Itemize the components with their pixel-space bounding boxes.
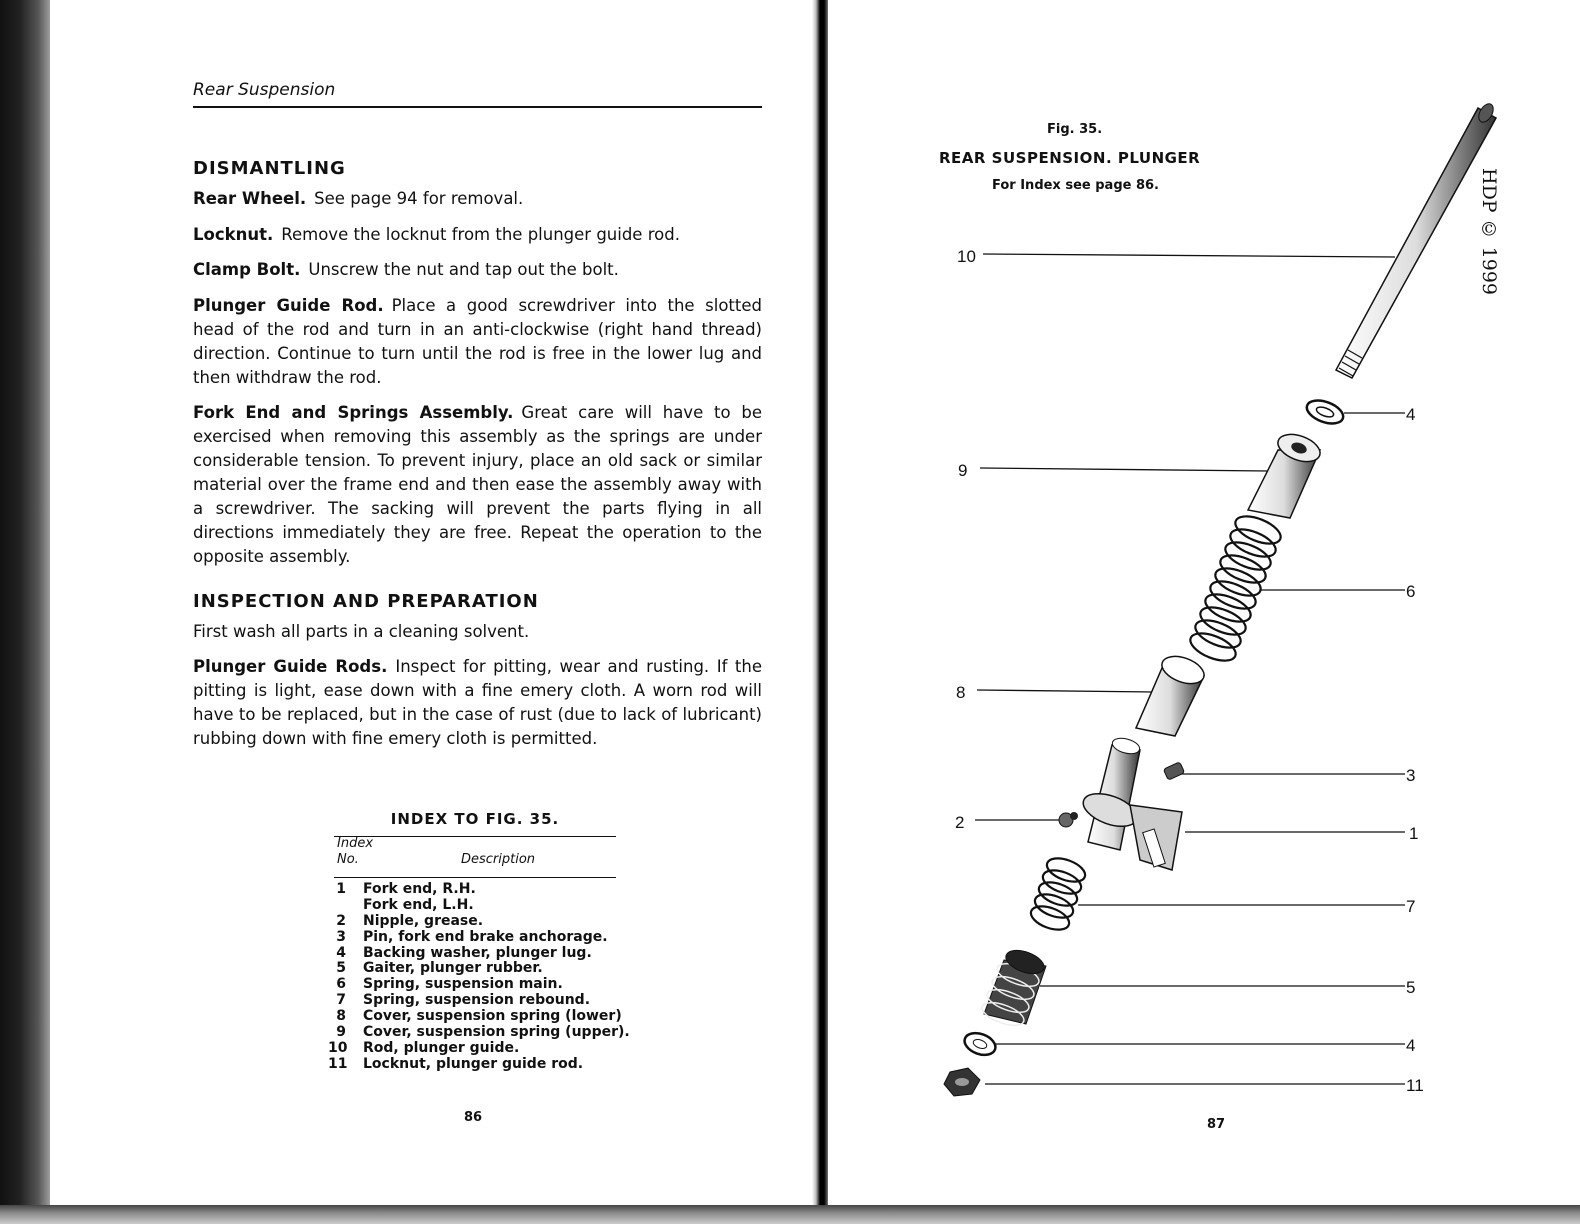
index-row: Fork end, L.H. [363, 896, 474, 913]
paragraph-title: Clamp Bolt. [193, 260, 301, 279]
page-number-left: 86 [464, 1110, 483, 1125]
part-locknut [944, 1068, 980, 1096]
paragraph-title: Rear Wheel. [193, 189, 307, 208]
index-row: 1 Fork end, R.H. [336, 881, 476, 897]
page-number-right: 87 [1207, 1117, 1226, 1132]
paragraph-text: See page 94 for removal. [314, 189, 524, 208]
index-row: 7 Spring, suspension rebound. [336, 992, 591, 1009]
callout-1: 1 [1409, 824, 1419, 843]
figure-number: Fig. 35. [1047, 122, 1103, 137]
part-fork-end [1079, 736, 1182, 870]
callout-7: 7 [1406, 897, 1416, 916]
callout-2: 2 [955, 813, 965, 832]
index-row: 4 Backing washer, plunger lug. [336, 944, 592, 961]
callout-9: 9 [958, 461, 968, 480]
part-rebound-spring [1028, 854, 1088, 934]
index-col-description: Description [461, 852, 536, 867]
running-head: Rear Suspension [193, 80, 336, 100]
callout-4-upper: 4 [1406, 405, 1416, 424]
index-row: 8 Cover, suspension spring (lower) [336, 1008, 622, 1025]
index-title: INDEX TO FIG. 35. [390, 810, 560, 828]
callout-4-lower: 4 [1406, 1036, 1416, 1055]
index-row: 10 Rod, plunger guide. [328, 1039, 520, 1056]
part-cover-upper [1248, 429, 1324, 518]
callout-6: 6 [1406, 582, 1416, 601]
paragraph-title: Plunger Guide Rod. [193, 296, 384, 315]
part-rubber-gaiter [979, 946, 1047, 1030]
paragraph-text: Inspect for pitting, wear and rusting. If the pitting is light, ease down with a fine emery cloth. A worn rod will have to be replaced, but in the case of rust (due to lack of lubricant) rubbing down with fine emery cloth is permitted. [193, 657, 762, 748]
part-anchorage-pin [1163, 762, 1184, 780]
index-row: 11 Locknut, plunger guide rod. [328, 1055, 584, 1072]
index-row: 3 Pin, fork end brake anchorage. [336, 928, 608, 945]
paragraph-text: Remove the locknut from the plunger guide rod. [281, 225, 680, 244]
callout-11: 11 [1406, 1076, 1424, 1095]
part-grease-nipple [1059, 812, 1078, 827]
index-row: 6 Spring, suspension main. [336, 976, 563, 993]
callout-10: 10 [957, 247, 976, 266]
paragraph-title: Plunger Guide Rods. [193, 657, 388, 676]
callout-8: 8 [956, 683, 966, 702]
paragraph-title: Locknut. [193, 225, 274, 244]
leader-9 [980, 468, 1268, 471]
index-col-no-line1: Index [337, 836, 374, 851]
paragraph-title: Fork End and Springs Assembly. [193, 403, 514, 422]
watermark: HDP © 1999 [1478, 168, 1500, 296]
section-heading-inspection: INSPECTION AND PREPARATION [193, 591, 539, 612]
callout-3: 3 [1406, 766, 1416, 785]
leader-8 [977, 690, 1152, 692]
part-guide-rod [1336, 101, 1496, 378]
index-col-no-line2: No. [337, 852, 359, 867]
part-backing-washer-lower [962, 1029, 999, 1059]
book-bottom-edge [0, 1205, 1580, 1224]
index-row: 5 Gaiter, plunger rubber. [336, 960, 543, 977]
paragraph-text: Unscrew the nut and tap out the bolt. [308, 260, 619, 279]
part-cover-lower [1136, 651, 1208, 736]
figure-title: REAR SUSPENSION. PLUNGER [939, 149, 1201, 167]
part-main-spring [1187, 511, 1285, 666]
paragraph-text: Place a good screwdriver into the slotted head of the rod and turn in an anti-clockwise (right hand thread) direction. Continue to turn until the rod is free in the lower lug and then withdraw the rod. [193, 296, 763, 387]
leader-10 [983, 254, 1395, 257]
paragraph-text: Great care will have to be exercised when removing this assembly as the springs are under considerable tension. To prevent injury, place an old sack or similar material over the frame end and then ease the assembly away with a screwdriver. The sacking will prevent the parts flying in all directions immediately they are free. Repeat the operation to the opposite assembly. [193, 403, 763, 566]
callout-5: 5 [1406, 978, 1416, 997]
index-row: 2 Nipple, grease. [336, 912, 484, 929]
index-row: 9 Cover, suspension spring (upper). [336, 1024, 630, 1041]
section-heading-dismantling: DISMANTLING [193, 158, 346, 179]
figure-subtitle: For Index see page 86. [992, 178, 1160, 193]
part-backing-washer-upper [1304, 396, 1347, 428]
paragraph-intro: First wash all parts in a cleaning solvent. [193, 622, 530, 641]
